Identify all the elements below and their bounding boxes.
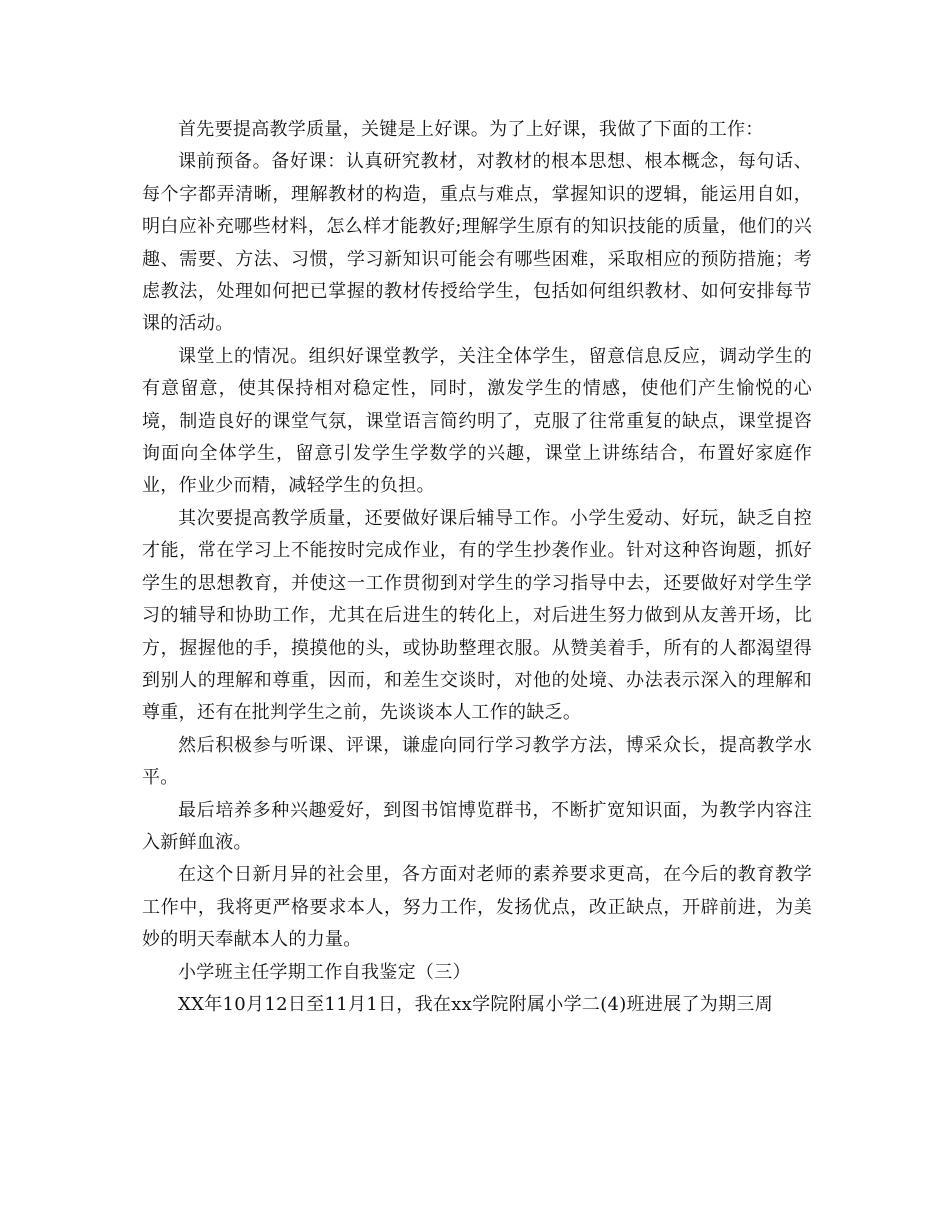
paragraph-lesson-preparation: 课前预备。备好课：认真研究教材，对教材的根本思想、根本概念，每句话、每个字都弄清晰，理解教材的构造，重点与难点，掌握知识的逻辑，能运用自如，明白应补充哪些材料，怎么样才能教好;理解学生原有的知识技能的质量，他们的兴趣、需要、方法、习惯，学习新知识可能会有哪些困难，采取相应的预防措施；考虑教法，处理如何把已掌握的教材传授给学生，包括如何组织教材、如何安排每节课的活动。 xyxy=(142,151,812,335)
paragraph-interests: 最后培养多种兴趣爱好，到图书馆博览群书，不断扩宽知识面，为教学内容注入新鲜血液。 xyxy=(142,799,812,853)
paragraph-internship-start: XX年10月12日至11月1日，我在xx学院附属小学二(4)班进展了为期三周 xyxy=(178,993,773,1015)
paragraph-intro: 首先要提高教学质量，关键是上好课。为了上好课，我做了下面的工作： xyxy=(178,119,764,140)
paragraph-conclusion: 在这个日新月异的社会里，各方面对老师的素养要求更高，在今后的教育教学工作中，我将更严格要求本人，努力工作，发扬优点，改正缺点，开辟前进，为美妙的明天奉献本人的力量。 xyxy=(142,864,812,951)
section-heading: 小学班主任学期工作自我鉴定（三） xyxy=(178,961,471,983)
paragraph-classroom: 课堂上的情况。组织好课堂教学，关注全体学生，留意信息反应，调动学生的有意留意，使其保持相对稳定性，同时，激发学生的情感，使他们产生愉悦的心境，制造良好的课堂气氛，课堂语言简约明了，克服了往常重复的缺点，课堂提咨询面向全体学生，留意引发学生学数学的兴趣，课堂上讲练结合，布置好家庭作业，作业少而精，减轻学生的负担。 xyxy=(142,345,812,497)
paragraph-lesson-observation: 然后积极参与听课、评课，谦虚向同行学习教学方法，博采众长，提高教学水平。 xyxy=(142,734,812,789)
paragraph-after-class-tutoring: 其次要提高教学质量，还要做好课后辅导工作。小学生爱动、好玩，缺乏自控才能，常在学习上不能按时完成作业，有的学生抄袭作业。针对这种咨询题，抓好学生的思想教育，并使这一工作贯彻到对学生的学习指导中去，还要做好对学生学习的辅导和协助工作，尤其在后进生的转化上，对后进生努力做到从友善开场，比方，握握他的手，摸摸他的头，或协助整理衣服。从赞美着手，所有的人都渴望得到别人的理解和尊重，因而，和差生交谈时，对他的处境、办法表示深入的理解和尊重，还有在批判学生之前，先谈谈本人工作的缺乏。 xyxy=(142,507,812,724)
document-page xyxy=(142,114,812,1021)
